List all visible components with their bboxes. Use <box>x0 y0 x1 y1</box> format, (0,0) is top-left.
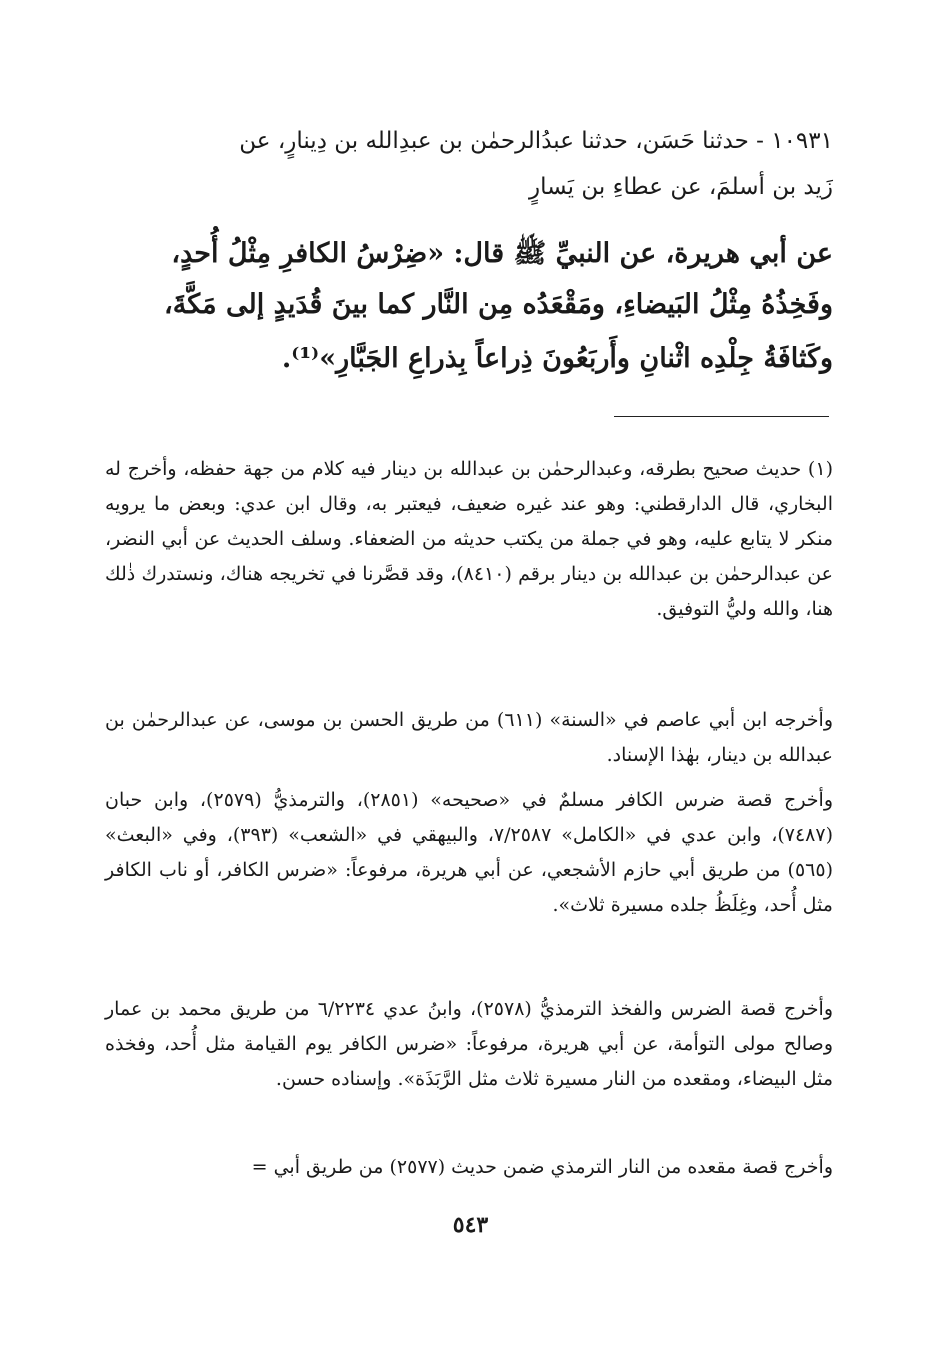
matn-line-2: وفَخِذُهُ مِثْلُ البَيضاءِ، ومَقْعَدُه مِن النَّار كما بينَ قُدَيدٍ إلى مَكَّةَ، <box>164 289 833 320</box>
footnote-paragraph-5: وأخرج قصة مقعده من النار الترمذي ضمن حديث (٢٥٧٧) من طريق أبي = <box>251 1156 833 1178</box>
footnote-paragraph-3: وأخرج قصة ضرس الكافر مسلمٌ في «صحيحه» (٢٨٥١)، والترمذيُّ (٢٥٧٩)، وابن حبان (٧٤٨٧)، وابن عدي في «الكامل» ٧/٢٥٨٧، والبيهقي في «الشعب» (٣٩٣)، وفي «البعث» (٥٦٥) من طريق أبي حازم الأشجعي، عن أبي هريرة، مرفوعاً: «ضرس الكافر، أو ناب الكافر مثل أُحد، وغِلَظُ جلده مسيرة ثلاث». <box>105 789 834 916</box>
matn-line-1: عن أبي هريرة، عن النبيِّ ﷺ قال: «ضِرْسُ الكافرِ مِثْلُ أُحدٍ، <box>171 238 833 269</box>
isnad-line-1: ١٠٩٣١ - حدثنا حَسَن، حدثنا عبدُالرحمٰن بن عبدِالله بن دِينارٍ، عن <box>239 128 833 154</box>
isnad-line-2: زَيد بن أسلمَ، عن عطاءِ بن يَسارٍ <box>529 174 833 200</box>
footnote-paragraph-2: وأخرجه ابن أبي عاصم في «السنة» (٦١١) من طريق الحسن بن موسى، عن عبدالرحمٰن بن عبدالله بن دينار، بهٰذا الإسناد. <box>105 709 833 766</box>
page-number: ٥٤٣ <box>452 1212 489 1238</box>
footnote-paragraph-1: (١) حديث صحيح بطرقه، وعبدالرحمٰن بن عبدالله بن دينار فيه كلام من جهة حفظه، وأخرج له البخاري، قال الدارقطني: وهو عند غيره ضعيف، فيعتبر به، وقال ابن عدي: وبعض ما يرويه منكر لا يتابع عليه، وهو في جملة من يكتب حديثه من الضعفاء. وسلف الحديث عن أبي النضر، عن عبدالرحمٰن بن عبدالله بن دينار برقم (٨٤١٠)، وقد قصَّرنا في تخريجه هناك، ونستدرك ذٰلك هنا، والله وليُّ التوفيق. <box>105 458 833 620</box>
matn-line-3: وكَثافَةُ جِلْدِه اثْنانِ وأَربَعُونَ ذِراعاً بِذراعِ الجَبَّارِ»⁽¹⁾. <box>281 343 833 374</box>
footnote-separator <box>614 416 829 417</box>
footnote-paragraph-4: وأخرج قصة الضرس والفخذ الترمذيُّ (٢٥٧٨)، وابنُ عدي ٦/٢٢٣٤ من طريق محمد بن عمار وصالح مولى التوأمة، عن أبي هريرة، مرفوعاً: «ضرس الكافر يوم القيامة مثل أُحد، وفخذه مثل البيضاء، ومقعده من النار مسيرة ثلاث مثل الرَّبَذَة». وإسناده حسن. <box>105 998 833 1090</box>
